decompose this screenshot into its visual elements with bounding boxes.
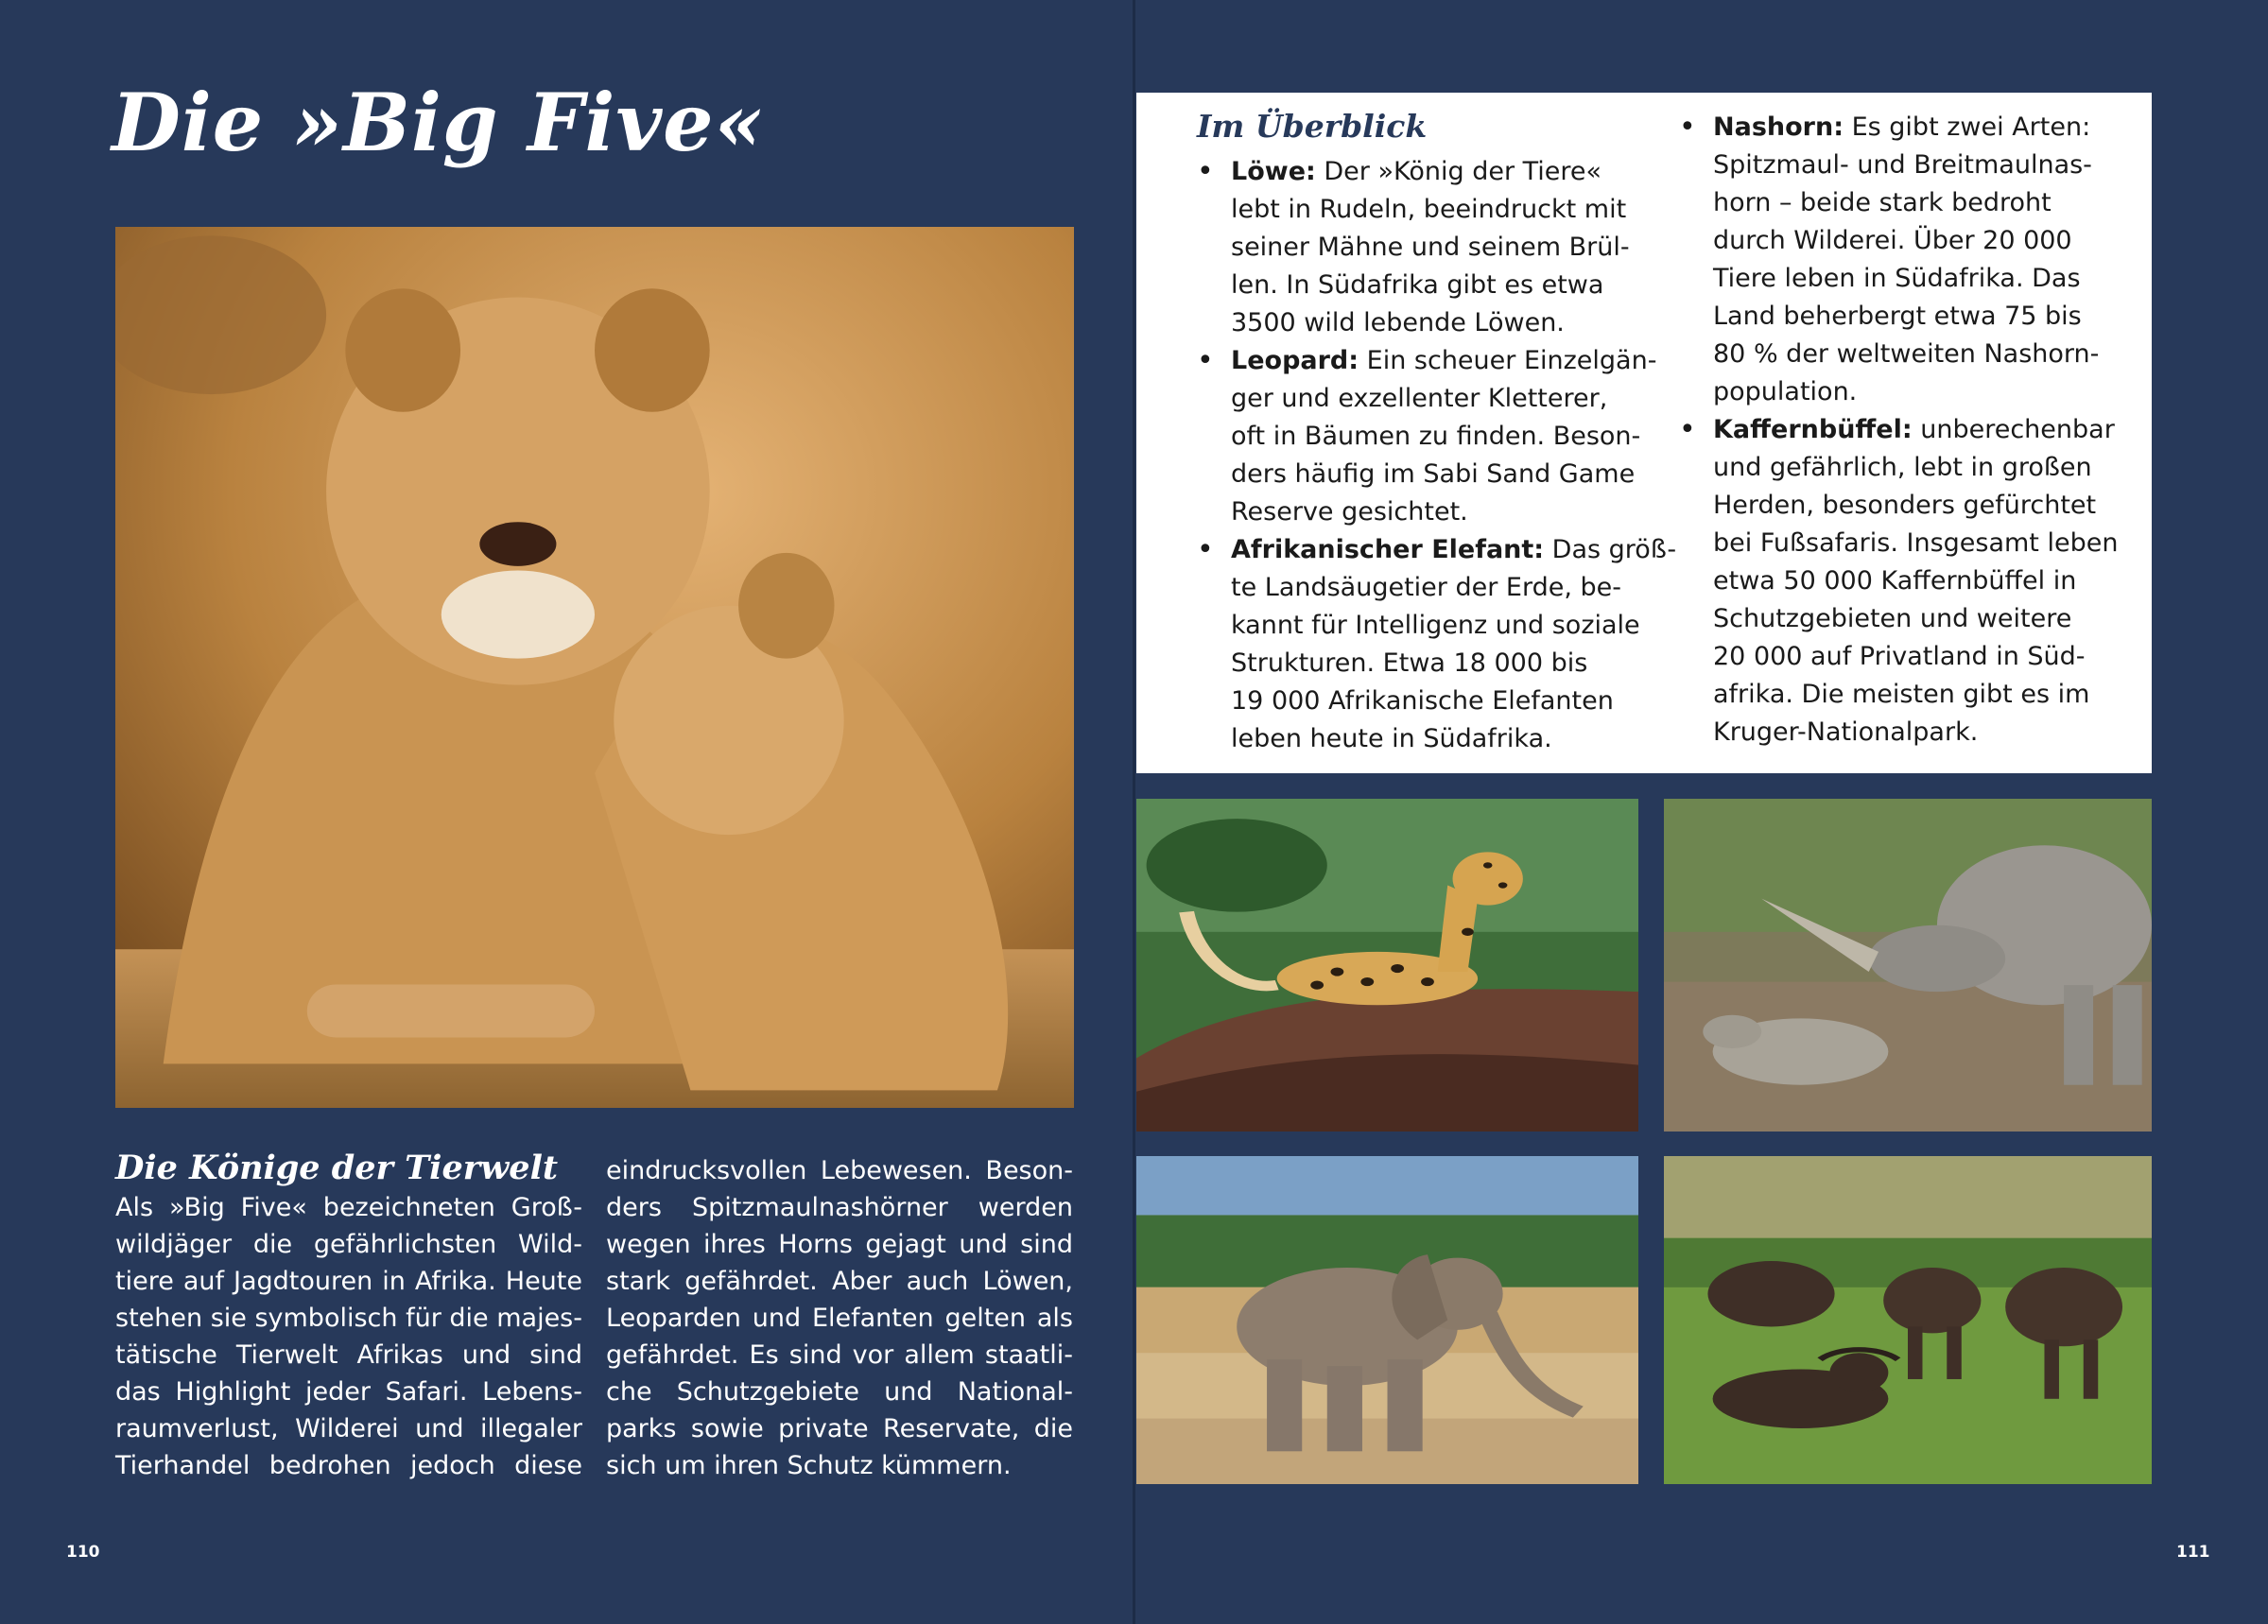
article-line: Tierhandel bedrohen jedoch diese bbox=[115, 1451, 582, 1480]
lion-photo bbox=[115, 227, 1074, 1108]
item-text: ger und exzellenter Kletterer, bbox=[1231, 384, 1608, 413]
article-line: Als »Big Five« bezeichneten Groß- bbox=[115, 1193, 582, 1222]
item-text: Es gibt zwei Arten: bbox=[1844, 112, 2091, 142]
article-line: sich um ihren Schutz kümmern. bbox=[606, 1451, 1012, 1480]
item-text: te Landsäugetier der Erde, be- bbox=[1231, 573, 1622, 602]
overview-item-kaffernbueffel bbox=[1675, 411, 2148, 752]
article-line: wegen ihres Horns gejagt und sind bbox=[606, 1230, 1073, 1259]
item-text: bei Fußsafaris. Insgesamt leben bbox=[1713, 528, 2119, 558]
item-text: Reserve gesichtet. bbox=[1231, 497, 1468, 527]
article-line: gefährdet. Es sind vor allem staatli- bbox=[606, 1340, 1073, 1370]
item-text: Ein scheuer Einzelgän- bbox=[1359, 346, 1657, 375]
rhino-photo bbox=[1664, 799, 2152, 1132]
item-text: oft in Bäumen zu finden. Beson- bbox=[1231, 422, 1641, 451]
buffalo-photo bbox=[1664, 1156, 2152, 1484]
item-text: kannt für Intelligenz und soziale bbox=[1231, 611, 1640, 640]
article-line: eindrucksvollen Lebewesen. Beson- bbox=[606, 1156, 1073, 1185]
item-text: lebt in Rudeln, beeindruckt mit bbox=[1231, 195, 1627, 224]
item-text: Kruger-Nationalpark. bbox=[1713, 717, 1979, 747]
overview-item-elefant bbox=[1193, 531, 1677, 758]
item-text: population. bbox=[1713, 377, 1858, 406]
bullet-icon: • bbox=[1679, 413, 1696, 446]
item-text: leben heute in Südafrika. bbox=[1231, 724, 1552, 753]
item-text: afrika. Die meisten gibt es im bbox=[1713, 680, 2090, 709]
item-text: Strukturen. Etwa 18 000 bis bbox=[1231, 648, 1588, 678]
item-text: durch Wilderei. Über 20 000 bbox=[1713, 226, 2072, 255]
item-text: etwa 50 000 Kaffernbüffel in bbox=[1713, 566, 2077, 596]
item-text: Tiere leben in Südafrika. Das bbox=[1713, 264, 2081, 293]
item-text: und gefährlich, lebt in großen bbox=[1713, 453, 2092, 482]
item-text: 20 000 auf Privatland in Süd- bbox=[1713, 642, 2086, 671]
item-text: Das größ- bbox=[1544, 535, 1677, 564]
page-number-left: 110 bbox=[66, 1543, 100, 1562]
item-text: Schutzgebieten und weitere bbox=[1713, 604, 2072, 633]
leopard-photo bbox=[1136, 799, 1638, 1132]
item-text: Der »König der Tiere« bbox=[1315, 157, 1602, 186]
article-line: das Highlight jeder Safari. Lebens- bbox=[115, 1377, 582, 1407]
article-line: tätische Tierwelt Afrikas und sind bbox=[115, 1340, 582, 1370]
article-line: Leoparden und Elefanten gelten als bbox=[606, 1304, 1073, 1333]
item-term: Nashorn: bbox=[1713, 112, 1844, 142]
overview-item-nashorn bbox=[1675, 109, 2148, 411]
item-text: seiner Mähne und seinem Brül- bbox=[1231, 233, 1630, 262]
page-title: Die »Big Five« bbox=[112, 76, 766, 169]
item-text: unberechenbar bbox=[1912, 415, 2115, 444]
item-text: Spitzmaul- und Breitmaulnas- bbox=[1713, 150, 2092, 180]
article-line: ders Spitzmaulnashörner werden bbox=[606, 1193, 1073, 1222]
overview-list-right bbox=[1675, 109, 2148, 752]
bullet-icon: • bbox=[1679, 111, 1696, 144]
page-gutter bbox=[1133, 0, 1135, 1624]
item-text: Land beherbergt etwa 75 bis bbox=[1713, 302, 2082, 331]
article-column-1 bbox=[115, 1189, 582, 1484]
article-line: raumverlust, Wilderei und illegaler bbox=[115, 1414, 582, 1443]
article-line: stehen sie symbolisch für die majes- bbox=[115, 1304, 582, 1333]
overview-item-leopard bbox=[1193, 342, 1657, 531]
article-line: che Schutzgebiete und National- bbox=[606, 1377, 1073, 1407]
article-column-2 bbox=[606, 1152, 1073, 1484]
overview-heading: Im Überblick bbox=[1197, 108, 1428, 145]
item-text: ders häufig im Sabi Sand Game bbox=[1231, 459, 1636, 489]
article-line: stark gefährdet. Aber auch Löwen, bbox=[606, 1267, 1073, 1296]
item-text: 19 000 Afrikanische Elefanten bbox=[1231, 686, 1614, 716]
item-term: Kaffernbüffel: bbox=[1713, 415, 1913, 444]
item-term: Leopard: bbox=[1231, 346, 1359, 375]
item-term: Löwe: bbox=[1231, 157, 1316, 186]
article-line: tiere auf Jagdtouren in Afrika. Heute bbox=[115, 1267, 582, 1296]
article-line: parks sowie private Reservate, die bbox=[606, 1414, 1073, 1443]
article-line: wildjäger die gefährlichsten Wild- bbox=[115, 1230, 582, 1259]
item-text: 3500 wild lebende Löwen. bbox=[1231, 308, 1565, 337]
item-text: len. In Südafrika gibt es etwa bbox=[1231, 270, 1604, 300]
item-text: Herden, besonders gefürchtet bbox=[1713, 491, 2097, 520]
item-text: horn – beide stark bedroht bbox=[1713, 188, 2052, 217]
bullet-icon: • bbox=[1197, 533, 1214, 566]
overview-list-left bbox=[1193, 153, 1677, 758]
overview-item-loewe bbox=[1193, 153, 1647, 342]
item-term: Afrikanischer Elefant: bbox=[1231, 535, 1545, 564]
bullet-icon: • bbox=[1197, 344, 1214, 377]
page-number-right: 111 bbox=[2176, 1543, 2210, 1562]
bullet-icon: • bbox=[1197, 155, 1214, 188]
article-heading: Die Könige der Tierwelt bbox=[115, 1149, 559, 1187]
item-text: 80 % der weltweiten Nashorn- bbox=[1713, 339, 2100, 369]
elephant-photo bbox=[1136, 1156, 1638, 1484]
